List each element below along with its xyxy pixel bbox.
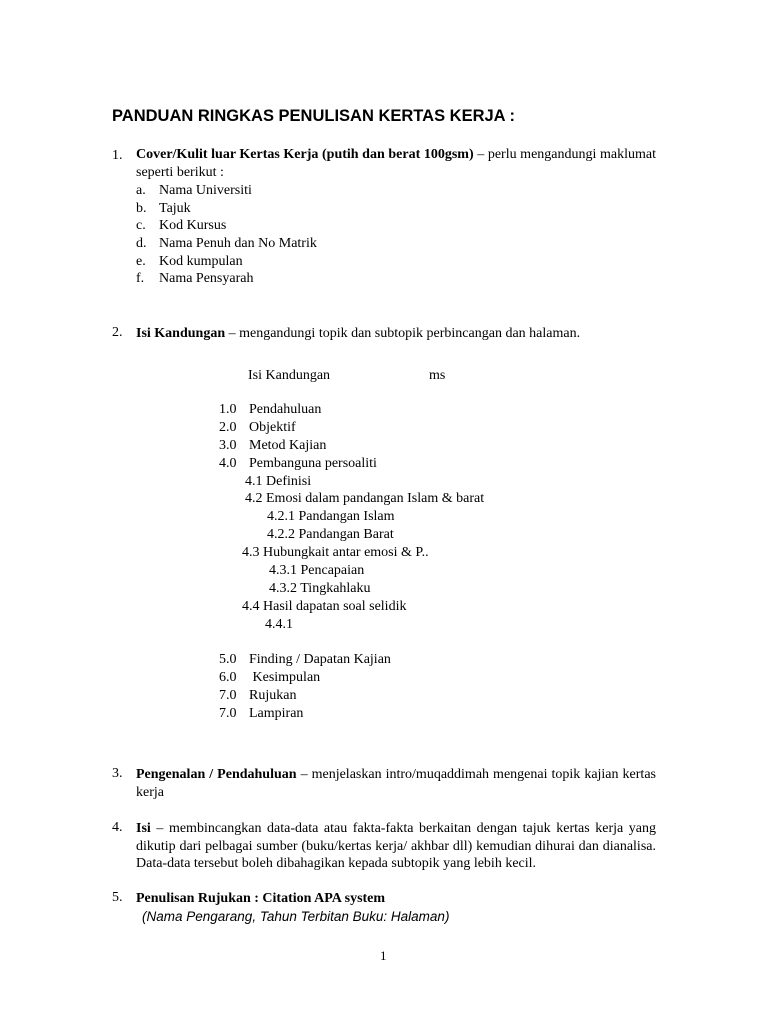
list-item: a. Nama Universiti xyxy=(136,183,252,198)
section-3-heading: Pengenalan / Pendahuluan xyxy=(136,767,297,782)
toc-item: 4.1 Definisi xyxy=(245,473,312,489)
section-2-number: 2. xyxy=(112,325,123,340)
toc-item: 7.0 Lampiran xyxy=(219,706,304,722)
toc-item: 4.4 Hasil dapatan soal selidik xyxy=(242,598,407,614)
section-4-text: – membincangkan data-data atau fakta-fakta berkaitan dengan tajuk kertas kerja yang dikutip dari pelbagai sumber (buku/kertas kerja/ akhbar dll) kemudian dihurai dan dianalisa. Data-data tersebut boleh dibahagikan kepada subtopik yang lebih kecil. xyxy=(136,821,656,871)
section-1-number: 1. xyxy=(112,148,123,163)
toc-item: 4.2.1 Pandangan Islam xyxy=(267,509,395,525)
section-2-text: – mengandungi topik dan subtopik perbincangan dan halaman. xyxy=(225,326,581,341)
toc-page-header: ms xyxy=(429,368,446,383)
toc-item: 6.0 Kesimpulan xyxy=(219,670,321,686)
toc-item: 2.0 Objektif xyxy=(219,419,296,435)
section-3-text: – menjelaskan intro/muqaddimah mengenai topik kajian kertas kerja xyxy=(136,767,656,800)
section-4-number: 4. xyxy=(112,820,123,835)
list-item: d. Nama Penuh dan No Matrik xyxy=(136,236,317,252)
section-3-number: 3. xyxy=(112,766,123,781)
section-4-heading: Isi xyxy=(136,821,151,836)
toc-item: 4.4.1 xyxy=(265,616,293,632)
toc-item: 4.2 Emosi dalam pandangan Islam & barat xyxy=(245,491,485,507)
toc-header: Isi Kandungan xyxy=(248,368,331,383)
section-5-number: 5. xyxy=(112,890,123,905)
list-item: e. Kod kumpulan xyxy=(136,253,243,269)
toc-item xyxy=(219,634,484,652)
citation-format-note: (Nama Pengarang, Tahun Terbitan Buku: Halaman) xyxy=(142,909,450,924)
toc-item: 4.0 Pembanguna persoaliti xyxy=(219,455,377,471)
page-number: 1 xyxy=(380,948,387,963)
section-1-paragraph xyxy=(136,146,656,181)
document-title: PANDUAN RINGKAS PENULISAN KERTAS KERJA : xyxy=(112,107,516,125)
toc-item: 7.0 Rujukan xyxy=(219,688,297,704)
section-2-paragraph xyxy=(136,325,580,343)
toc-item: 1.0 Pendahuluan xyxy=(219,402,322,417)
section-4-paragraph xyxy=(136,820,656,873)
toc-item: 4.3.2 Tingkahlaku xyxy=(269,580,371,596)
toc-item: 4.3 Hubungkait antar emosi & P.. xyxy=(242,545,429,561)
toc-item: 4.2.2 Pandangan Barat xyxy=(267,527,394,543)
table-of-contents-example xyxy=(219,401,484,723)
section-1-heading: Cover/Kulit luar Kertas Kerja (putih dan berat 100gsm) xyxy=(136,147,474,162)
section-3-paragraph xyxy=(136,766,656,801)
section-5-heading: Penulisan Rujukan : Citation APA system xyxy=(136,891,386,906)
cover-requirements-list xyxy=(136,182,317,288)
list-item: c. Kod Kursus xyxy=(136,218,227,234)
toc-item: 3.0 Metod Kajian xyxy=(219,437,327,453)
list-item: b. Tajuk xyxy=(136,200,191,216)
section-2-heading: Isi Kandungan xyxy=(136,326,226,341)
toc-item: 4.3.1 Pencapaian xyxy=(269,563,365,579)
section-1-text: – perlu mengandungi maklumat seperti berikut : xyxy=(136,147,656,180)
toc-item: 5.0 Finding / Dapatan Kajian xyxy=(219,652,391,668)
list-item: f. Nama Pensyarah xyxy=(136,271,254,287)
